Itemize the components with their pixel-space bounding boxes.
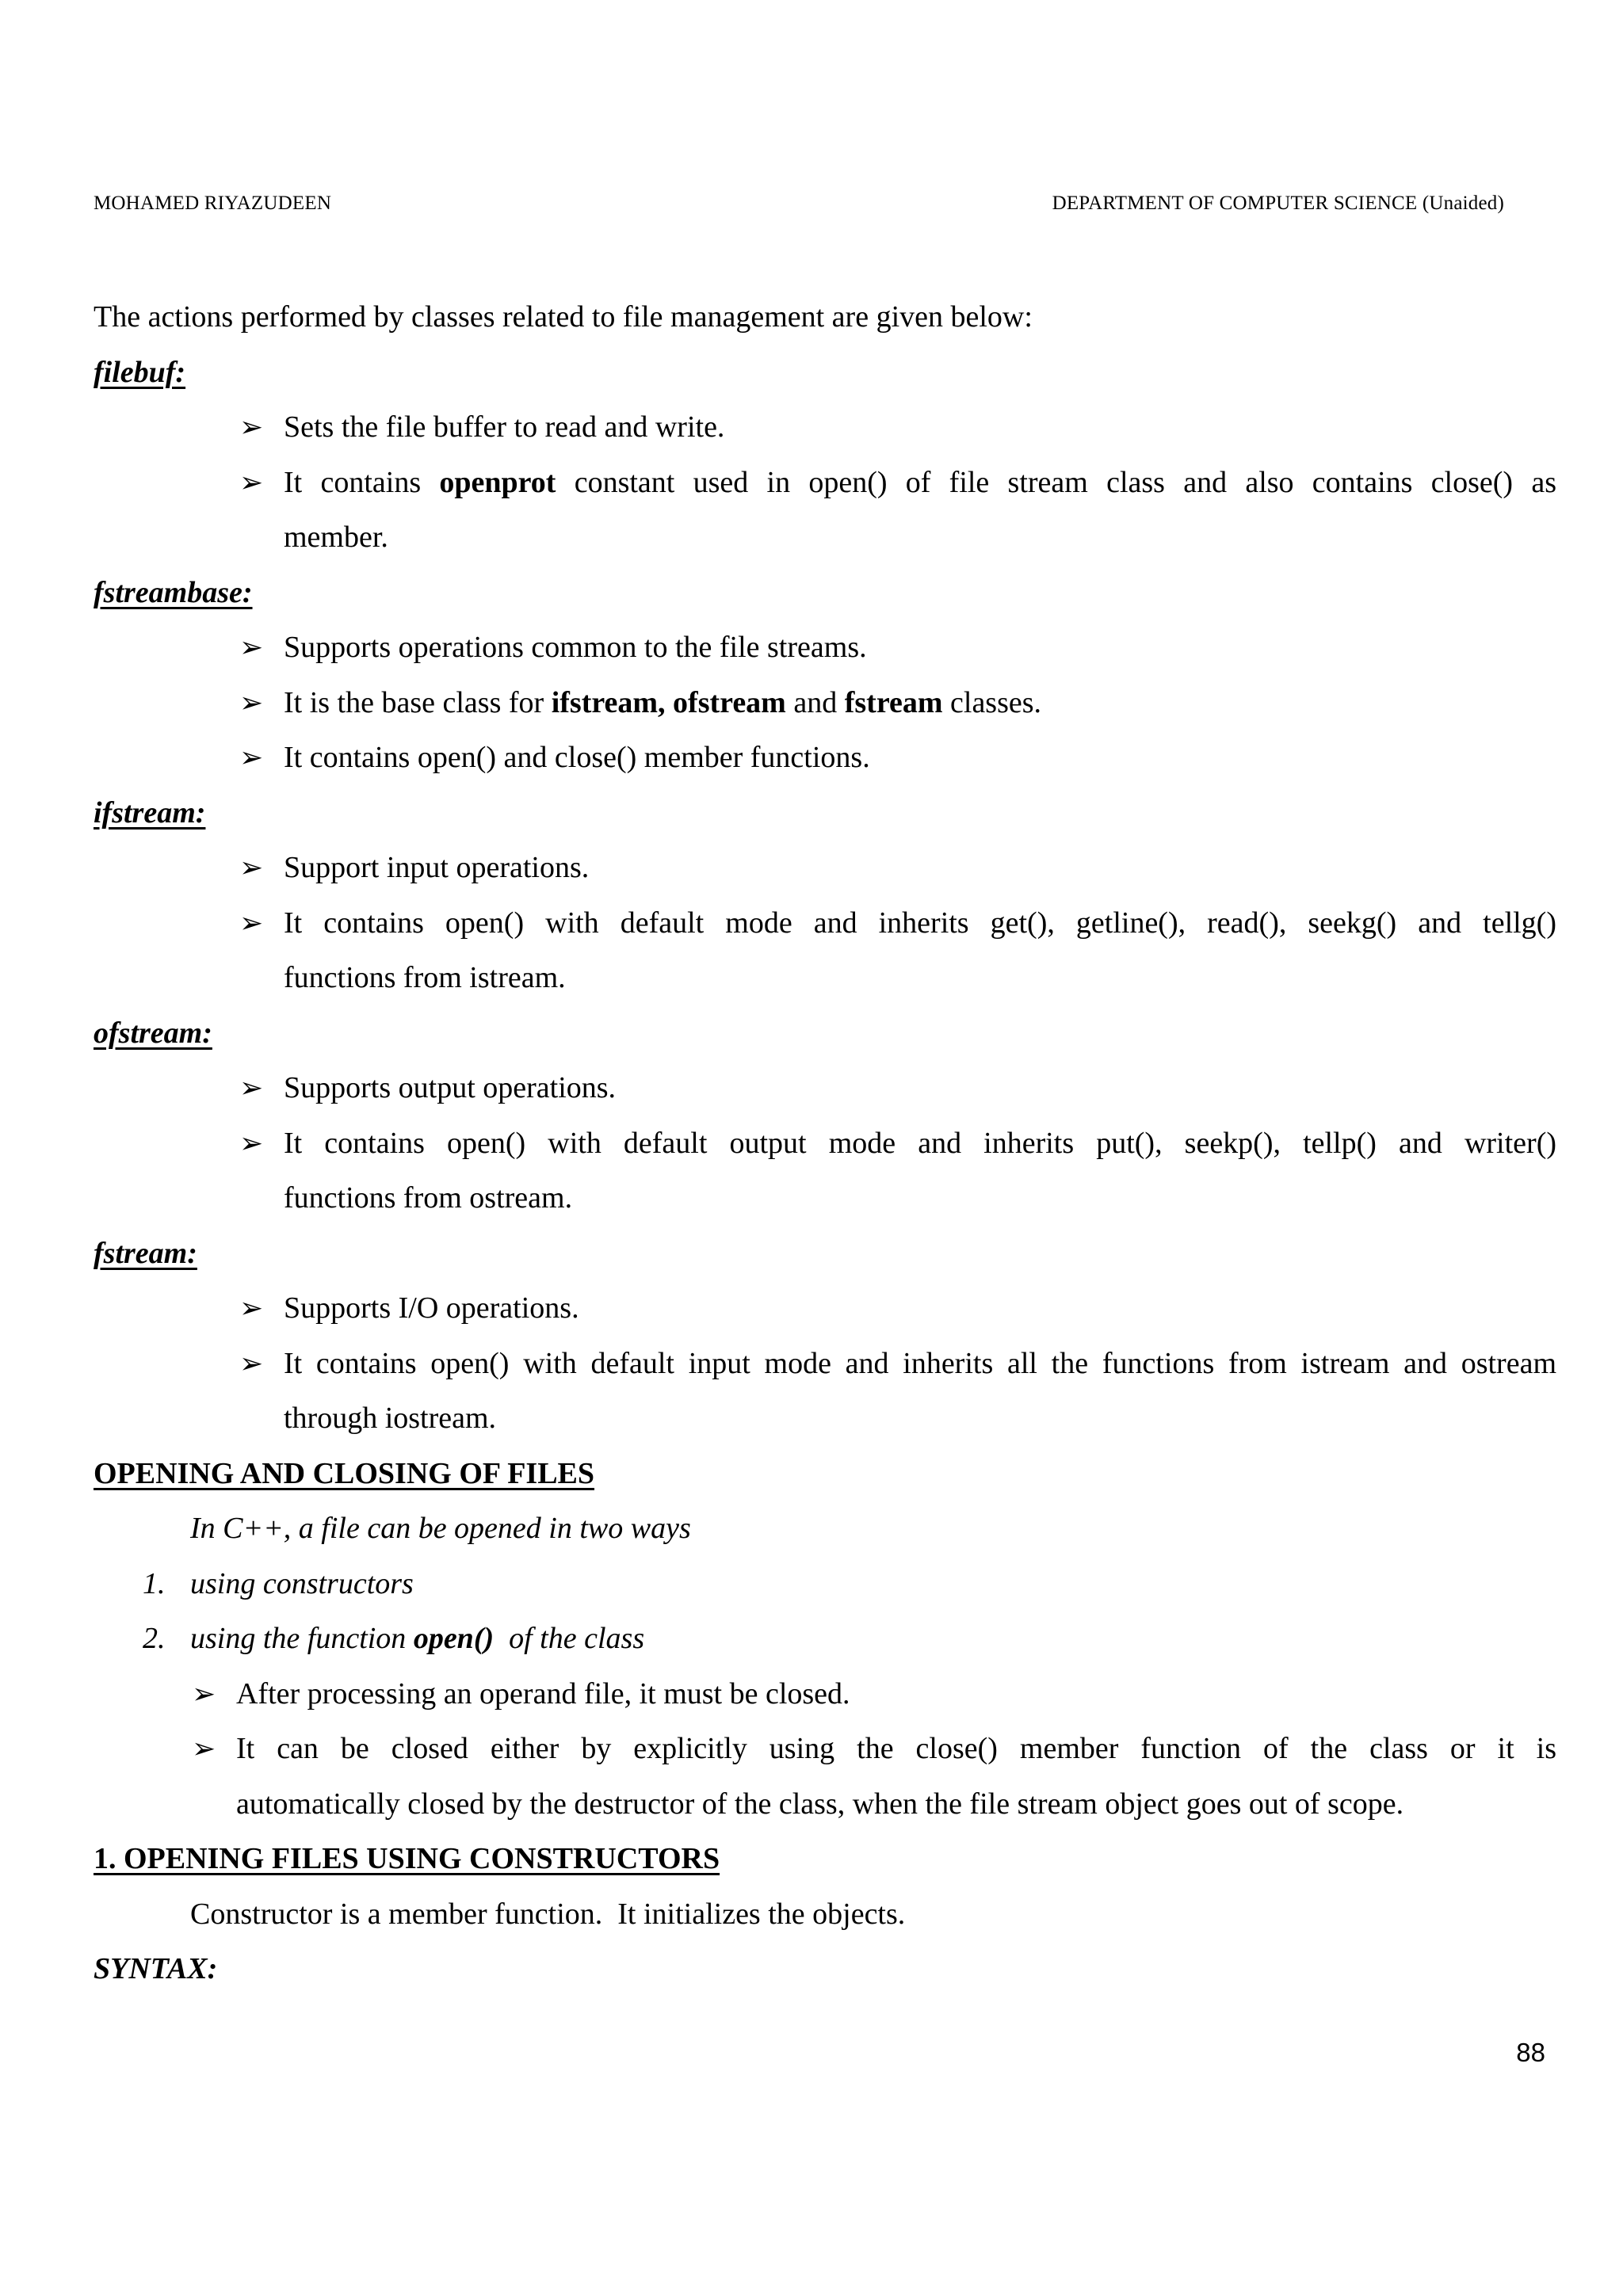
class-heading-fstreambase: [94, 566, 1556, 621]
bullet-text: After processing an operand file, it must be closed.: [236, 1676, 850, 1711]
bullet-text: classes.: [942, 685, 1042, 719]
arrow-bullet-icon: ➢: [239, 686, 264, 719]
bullet-text: Support input operations.: [284, 851, 590, 884]
bullet-text: and: [785, 685, 845, 719]
bullet-item: [94, 730, 1556, 786]
bullet-bold-term: openprot: [439, 465, 556, 499]
bullet-continuation: member.: [284, 521, 388, 554]
bullet-item: [94, 1667, 1556, 1722]
section-lead: In C++, a file can be opened in two ways: [190, 1512, 691, 1545]
bullet-text: Supports operations common to the file streams.: [284, 631, 867, 664]
bullet-text: It is the base class for: [284, 685, 552, 719]
bullet-text: It contains open() with default mode and inherits get(), getline(), read(), seekg() and tellg(): [284, 906, 1556, 940]
syntax-label: SYNTAX:: [94, 1952, 218, 1985]
bullet-continuation: functions from istream.: [284, 961, 566, 994]
header-author: MOHAMED RIYAZUDEEN: [94, 193, 332, 214]
bullet-bold-term: ifstream, ofstream: [551, 685, 786, 719]
class-heading-fstream: [94, 1226, 1556, 1282]
class-heading-text: ifstream:: [94, 795, 206, 830]
item-text: using constructors: [190, 1566, 414, 1600]
item-text: using the function: [190, 1622, 414, 1655]
arrow-bullet-icon: ➢: [239, 1347, 264, 1380]
bullet-item: [94, 1337, 1556, 1392]
header-department: DEPARTMENT OF COMPUTER SCIENCE (Unaided): [1052, 193, 1504, 214]
item-text: of the class: [494, 1622, 645, 1655]
numbered-item: [94, 1557, 1556, 1612]
bullet-continuation: automatically closed by the destructor of the class, when the file stream object goes out of scope.: [236, 1787, 1404, 1821]
bullet-item: [94, 896, 1556, 952]
item-number: 2.: [143, 1622, 166, 1655]
item-bold-term: open(): [413, 1622, 495, 1655]
class-heading-text: ofstream:: [94, 1016, 212, 1050]
bullet-item: [94, 841, 1556, 896]
bullet-continuation: functions from ostream.: [284, 1181, 573, 1215]
bullet-text: It can be closed either by explicitly using the close() member function of the class or it is: [236, 1732, 1556, 1765]
bullet-text: It contains open() with default output mode and inherits put(), seekp(), tellp() and writer(): [284, 1126, 1556, 1160]
class-heading-text: fstreambase:: [94, 575, 253, 609]
page-number: 88: [1516, 2038, 1545, 2067]
bullet-item: [94, 400, 1556, 456]
section-heading-constructors: [94, 1832, 1556, 1887]
arrow-bullet-icon: ➢: [192, 1733, 216, 1765]
bullet-item: [94, 1722, 1556, 1777]
arrow-bullet-icon: ➢: [239, 852, 264, 884]
bullet-text: Supports output operations.: [284, 1071, 617, 1104]
arrow-bullet-icon: ➢: [239, 1127, 264, 1160]
bullet-item: [94, 676, 1556, 731]
section-heading-text: OPENING AND CLOSING OF FILES: [94, 1456, 595, 1490]
arrow-bullet-icon: ➢: [192, 1677, 216, 1711]
bullet-item: [94, 456, 1556, 511]
bullet-text: It contains: [284, 465, 440, 499]
bullet-item: [94, 1116, 1556, 1172]
section-heading-open-close: [94, 1447, 1556, 1502]
intro-paragraph: The actions performed by classes related to file management are given below:: [94, 300, 1033, 334]
bullet-item: [94, 1281, 1556, 1337]
bullet-continuation: through iostream.: [284, 1402, 497, 1435]
class-heading-ofstream: [94, 1006, 1556, 1062]
numbered-item: [94, 1611, 1556, 1667]
arrow-bullet-icon: ➢: [239, 906, 264, 940]
constructor-paragraph: Constructor is a member function. It initializes the objects.: [190, 1897, 906, 1931]
arrow-bullet-icon: ➢: [239, 742, 264, 774]
bullet-text: It contains open() with default input mode and inherits all the functions from istream and ostream: [284, 1346, 1556, 1380]
item-number: 1.: [143, 1566, 166, 1600]
arrow-bullet-icon: ➢: [239, 411, 264, 444]
bullet-text: It contains open() and close() member functions.: [284, 741, 870, 774]
arrow-bullet-icon: ➢: [239, 1292, 264, 1325]
bullet-item: [94, 620, 1556, 676]
class-heading-text: filebuf:: [94, 355, 186, 389]
arrow-bullet-icon: ➢: [239, 466, 264, 499]
bullet-item: [94, 1061, 1556, 1116]
arrow-bullet-icon: ➢: [239, 1072, 264, 1104]
arrow-bullet-icon: ➢: [239, 631, 264, 664]
bullet-text: constant used in open() of file stream class and also contains close() as: [556, 465, 1556, 499]
section-heading-text: 1. OPENING FILES USING CONSTRUCTORS: [94, 1842, 720, 1875]
bullet-bold-term: fstream: [844, 685, 943, 719]
bullet-text: Supports I/O operations.: [284, 1291, 579, 1325]
class-heading-filebuf: [94, 345, 1556, 401]
page-body: [94, 0, 1556, 1997]
class-heading-ifstream: [94, 786, 1556, 841]
bullet-text: Sets the file buffer to read and write.: [284, 410, 725, 444]
class-heading-text: fstream:: [94, 1236, 197, 1270]
